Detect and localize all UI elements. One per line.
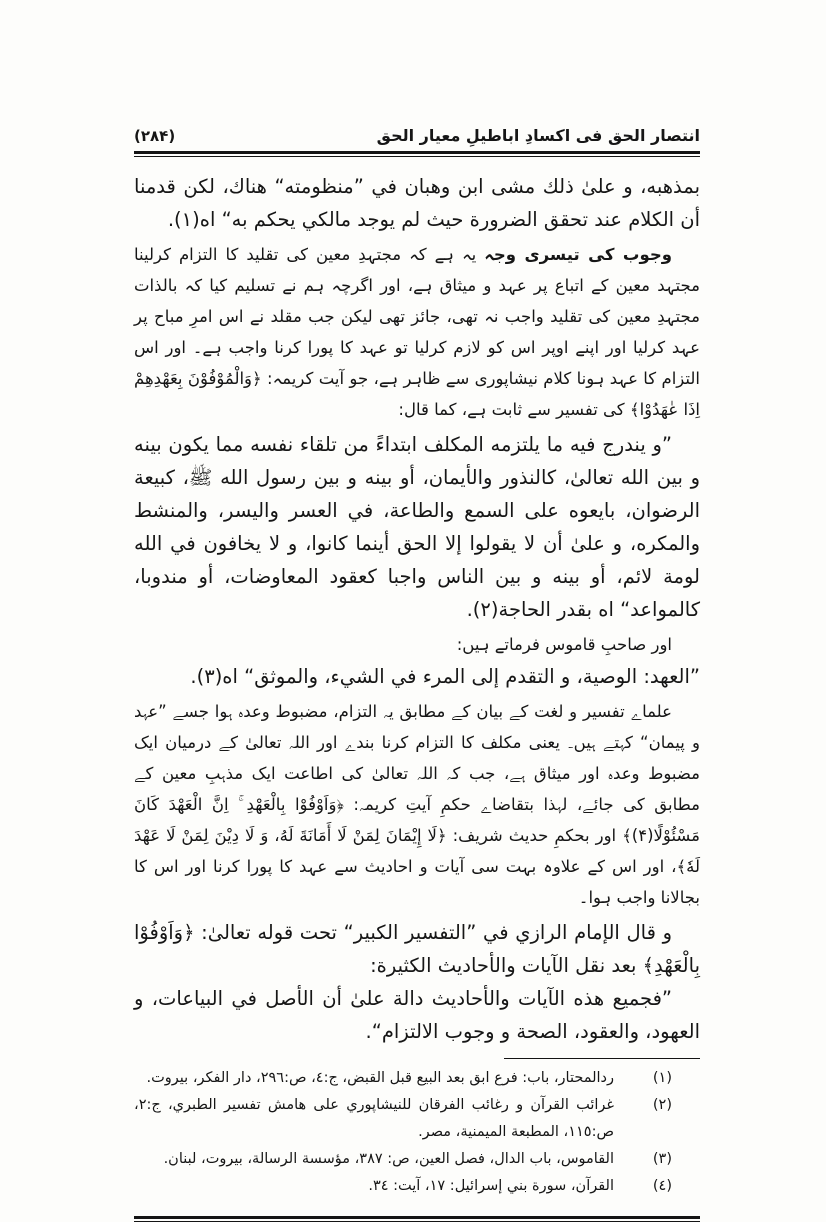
footnote-text: ردالمحتار، باب: فرع ابق بعد البيع قبل القبض، ج:٤، ص:٢٩٦، دار الفكر، بيروت. [146,1070,614,1086]
page-number: (۲۸۴) [134,127,176,145]
footnote-text: القاموس، باب الدال، فصل العين، ص: ٣٨٧، مؤسسة الرسالة، بيروت، لبنان. [163,1151,614,1167]
footnote-text: القرآن، سورة بني إسرائيل: ١٧، آيت: ٣٤. [368,1178,614,1194]
paragraph-arabic-continuation: بمذهبه، و علىٰ ذلك مشى ابن وهبان في ”منظومته“ هناك، لكن قدمنا أن الكلام عند تحقق الضرورة حيث لم يوجد مالكي يحكم به“ اه(١). [134,175,700,231]
footnote-number: (٢) [652,1097,672,1113]
paragraph-lead-bold: وجوب کی تیسری وجہ [484,245,672,264]
footnote-number: (١) [652,1070,672,1086]
paragraph-urdu-explanation: علماے تفسیر و لغت کے بیان کے مطابق یہ التزام، مضبوط وعدہ ہوا جسے ”عہد و پیمان“ کہتے ہیں۔ یعنی مکلف کا التزام کرنا بندے اور اللہ تعالیٰ کے درمیان ایک مضبوط وعدہ اور میثاق ہے، جب کہ اللہ تعالیٰ کی اطاعت ایک مذہبِ معین کے مطابق کی جائے، لہذا بتقاضاے حکمِ آیتِ کریمہ: ﴿وَاَوْفُوْا بِالْعَهْدِ ۚ اِنَّ الْعَهْدَ كَانَ مَسْئُوْلًا(۴)﴾ اور بحکمِ حدیث شریف: ﴿لَا إِيْمَانَ لِمَنْ لَا أَمَانَةَ لَهُ، وَ لَا دِيْنَ لِمَنْ لَا عَهْدَ لَهٗ﴾، اور اس کے علاوہ بہت سی آیات و احادیث سے عہد کا پورا کرنا اور اس کا بجالانا واجب ہوا۔ [134,702,700,907]
page-header [134,126,700,151]
paragraph-urdu-third-reason [134,239,700,425]
footnote-text: غرائب القرآن و رغائب الفرقان للنيشاپوري على هامش تفسير الطبري، ج:٢، ص:١١٥، المطبعة الميمنية، مصر. [134,1097,614,1140]
footnote-number: (٣) [652,1151,672,1167]
paragraph-arabic-quote-nishapuri: ”و يندرج فيه ما يلتزمه المكلف ابتداءً من تلقاء نفسه مما يكون بينه و بين الله تعالىٰ، كالنذور والأيمان، أو بينه و بين رسول الله ﷺ، كبيعة الرضوان، بايعوه على السمع والطاعة، في العسر واليسر، والمنشط والمكره، و علىٰ أن لا يقولوا إلا الحق أينما كانوا، و لا يخافون في الله لومة لائم، أو بينه و بين الناس واجبا كعقود المعاوضات، أو مندوبا، كالمواعد“ اه بقدر الحاجة(٢). [134,433,700,621]
footnote-row [134,1173,672,1200]
footnote-number: (٤) [652,1178,672,1194]
paragraph-arabic-razi-quote: ”فجميع هذه الآيات والأحاديث دالة علىٰ أن الأصل في البياعات، و العهود، والعقود، الصحة و وجوب الالتزام“. [134,987,700,1043]
footnote-row [134,1092,672,1146]
paragraph-arabic-qamus-quote: ”العهد: الوصية، و التقدم إلى المرء في الشيء، والموثق“ اه(٣). [190,665,700,688]
footnote-row [134,1146,672,1173]
paragraph-lead-rest: یہ ہے کہ مجتہدِ معین کی تقلید کا التزام کرلینا مجتہد معین کے اتباع پر عہد و میثاق ہے، اور اگرچہ ہم نے تسلیم کیا کہ بالذات مجتہدِ معین کی تقلید واجب نہ تھی، جائز تھی لیکن جب مقلد نے اس امرِ مباح پر عہد کرلیا اور اپنے اوپر اس کو لازم کرلیا تو عہد کا پورا کرنا واجب ہے۔ اور اس التزام کا عہد ہونا کلام نیشاپوری سے ظاہر ہے، جو آیت کریمہ: ﴿وَالْمُوْفُوْنَ بِعَهْدِهِمْ اِذَا عٰهَدُوْا﴾ کی تفسیر سے ثابت ہے، کما قال: [134,245,700,419]
paragraph-arabic-razi-intro: و قال الإمام الرازي في ”التفسير الكبير“ تحت قوله تعالىٰ: ﴿وَاَوْفُوْا بِالْعَهْدِ﴾ بعد نقل الآيات والأحاديث الكثيرة: [134,921,700,977]
body-text [134,157,700,1048]
footer-rule [134,1216,700,1222]
book-title: انتصار الحق فی اکسادِ اباطیلِ معیار الحق [376,126,700,145]
footnotes-section [134,1059,700,1200]
page-content [134,126,700,1222]
footnote-row [134,1065,672,1092]
paragraph-urdu-qamus-intro: اور صاحبِ قاموس فرماتے ہیں: [456,635,672,654]
